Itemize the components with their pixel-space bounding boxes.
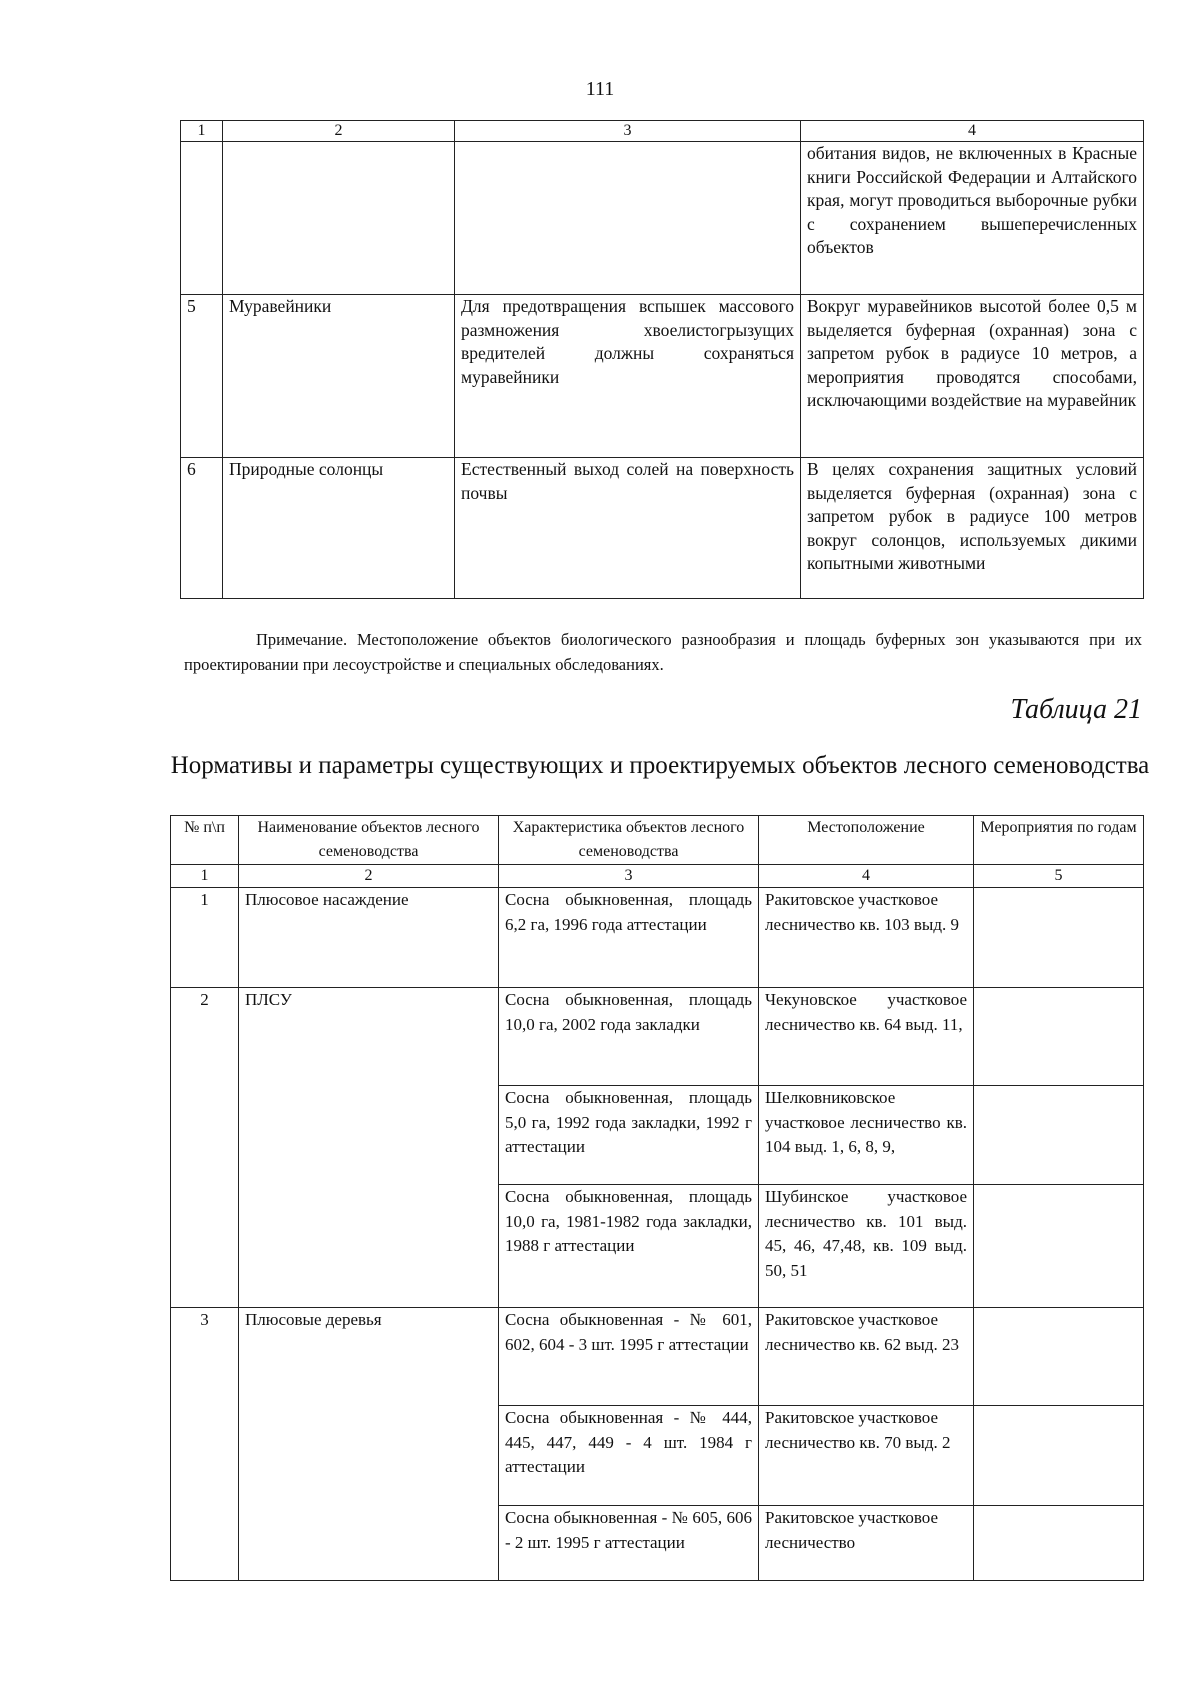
object-name: Природные солонцы bbox=[223, 458, 455, 599]
table-header-row bbox=[171, 816, 1144, 865]
object-characteristics: Сосна обыкновенная, площадь 10,0 га, 1981-1982 года закладки, 1988 г аттестации bbox=[499, 1185, 759, 1308]
row-number: 5 bbox=[181, 295, 223, 458]
object-measures: В целях сохранения защитных условий выделяется буферная (охранная) зона с запретом рубок в радиусе 100 метров вокруг солонцов, используемых дикими копытными животными bbox=[801, 458, 1144, 599]
object-description: Для предотвращения вспышек массового размножения хвоелистогрызущих вредителей должны сохраняться муравейники bbox=[455, 295, 801, 458]
table-row bbox=[181, 295, 1144, 458]
object-location: Ракитовское участковое лесничество кв. 70 выд. 2 bbox=[759, 1406, 974, 1506]
table-header-row bbox=[181, 121, 1144, 142]
column-number: 5 bbox=[974, 865, 1144, 888]
table-row bbox=[171, 988, 1144, 1086]
object-events bbox=[974, 988, 1144, 1086]
table-row bbox=[171, 888, 1144, 988]
object-events bbox=[974, 1406, 1144, 1506]
header-cell: Характеристика объектов лесного семеноводства bbox=[499, 816, 759, 865]
column-number: 4 bbox=[759, 865, 974, 888]
column-number: 2 bbox=[239, 865, 499, 888]
row-number: 1 bbox=[171, 888, 239, 988]
object-name: Муравейники bbox=[223, 295, 455, 458]
object-characteristics: Сосна обыкновенная - № 605, 606 - 2 шт. 1995 г аттестации bbox=[499, 1506, 759, 1581]
object-events bbox=[974, 1185, 1144, 1308]
header-cell: 1 bbox=[181, 121, 223, 142]
header-cell: Наименование объектов лесного семеноводства bbox=[239, 816, 499, 865]
object-characteristics: Сосна обыкновенная - № 444, 445, 447, 449 - 4 шт. 1984 г аттестации bbox=[499, 1406, 759, 1506]
header-cell: Местоположение bbox=[759, 816, 974, 865]
object-name: Плюсовое насаждение bbox=[239, 888, 499, 988]
object-name: ПЛСУ bbox=[239, 988, 499, 1308]
table-label: Таблица 21 bbox=[1010, 694, 1142, 725]
object-description: Естественный выход солей на поверхность почвы bbox=[455, 458, 801, 599]
header-cell: 2 bbox=[223, 121, 455, 142]
object-location: Шелковниковское участковое лесничество кв. 104 выд. 1, 6, 8, 9, bbox=[759, 1086, 974, 1185]
object-characteristics: Сосна обыкновенная - № 601, 602, 604 - 3 шт. 1995 г аттестации bbox=[499, 1308, 759, 1406]
row-number: 6 bbox=[181, 458, 223, 599]
object-events bbox=[974, 1506, 1144, 1581]
object-characteristics: Сосна обыкновенная, площадь 5,0 га, 1992 года закладки, 1992 г аттестации bbox=[499, 1086, 759, 1185]
object-location: Ракитовское участковое лесничество кв. 62 выд. 23 bbox=[759, 1308, 974, 1406]
biodiversity-table bbox=[180, 120, 1144, 599]
row-number: 2 bbox=[171, 988, 239, 1308]
header-cell: Мероприятия по годам bbox=[974, 816, 1144, 865]
row-number bbox=[181, 142, 223, 295]
header-cell: 4 bbox=[801, 121, 1144, 142]
object-name bbox=[223, 142, 455, 295]
column-number-row bbox=[171, 865, 1144, 888]
table-row bbox=[181, 142, 1144, 295]
seed-objects-table bbox=[170, 815, 1144, 1581]
note-text: Примечание. Местоположение объектов биологического разнообразия и площадь буферных зон указываются при их проектировании при лесоустройстве и специальных обследованиях. bbox=[184, 630, 1142, 674]
object-events bbox=[974, 1308, 1144, 1406]
object-location: Чекуновское участковое лесничество кв. 64 выд. 11, bbox=[759, 988, 974, 1086]
object-location: Ракитовское участковое лесничество bbox=[759, 1506, 974, 1581]
table-row bbox=[181, 458, 1144, 599]
table-title: Нормативы и параметры существующих и проектируемых объектов лесного семеноводства bbox=[170, 752, 1150, 779]
header-cell: № п\п bbox=[171, 816, 239, 865]
object-characteristics: Сосна обыкновенная, площадь 10,0 га, 2002 года закладки bbox=[499, 988, 759, 1086]
object-location: Шубинское участковое лесничество кв. 101 выд. 45, 46, 47,48, кв. 109 выд. 50, 51 bbox=[759, 1185, 974, 1308]
object-events bbox=[974, 888, 1144, 988]
column-number: 3 bbox=[499, 865, 759, 888]
object-name: Плюсовые деревья bbox=[239, 1308, 499, 1581]
table-row bbox=[171, 1308, 1144, 1406]
object-events bbox=[974, 1086, 1144, 1185]
object-measures: Вокруг муравейников высотой более 0,5 м выделяется буферная (охранная) зона с запретом рубок в радиусе 10 метров, а мероприятия проводятся способами, исключающими воздействие на муравейник bbox=[801, 295, 1144, 458]
column-number: 1 bbox=[171, 865, 239, 888]
object-location: Ракитовское участковое лесничество кв. 103 выд. 9 bbox=[759, 888, 974, 988]
row-number: 3 bbox=[171, 1308, 239, 1581]
object-description bbox=[455, 142, 801, 295]
page-number: 111 bbox=[585, 78, 615, 100]
object-measures: обитания видов, не включенных в Красные книги Российской Федерации и Алтайского края, могут проводиться выборочные рубки с сохранением вышеперечисленных объектов bbox=[801, 142, 1144, 295]
header-cell: 3 bbox=[455, 121, 801, 142]
object-characteristics: Сосна обыкновенная, площадь 6,2 га, 1996 года аттестации bbox=[499, 888, 759, 988]
